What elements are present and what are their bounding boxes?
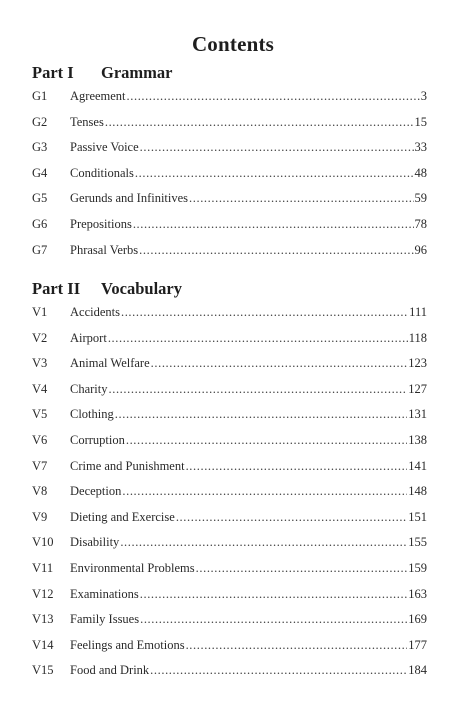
entry-code: V2 [32, 330, 48, 345]
dot-leader [133, 215, 414, 233]
dot-leader [105, 113, 414, 131]
entry-topic: Clothing [70, 407, 114, 422]
entry-topic: Environmental Problems [70, 560, 195, 575]
dot-leader [196, 559, 408, 577]
entry-topic: Airport [70, 330, 107, 345]
entry-code: G1 [32, 89, 48, 103]
dot-leader [186, 636, 408, 654]
entry-topic: Phrasal Verbs [70, 242, 139, 257]
entry-code: G4 [32, 165, 48, 180]
part-label: Part II [32, 279, 81, 298]
dot-leader [121, 303, 408, 321]
entry-page-number: 169 [408, 612, 427, 627]
entry-topic: Charity [70, 381, 108, 396]
entry-topic: Deception [70, 484, 122, 499]
toc-entry[interactable] [32, 329, 427, 355]
part-heading-vocabulary [32, 279, 182, 299]
dot-leader [150, 661, 407, 679]
entry-code: V3 [32, 356, 48, 371]
entry-topic: Family Issues [70, 612, 140, 627]
entry-code: G5 [32, 191, 48, 206]
toc-entry[interactable] [32, 87, 427, 113]
toc-entry[interactable] [32, 303, 427, 329]
dot-leader [120, 533, 407, 551]
entry-page-number: 123 [408, 356, 427, 371]
toc-entry[interactable] [32, 508, 427, 534]
toc-entry[interactable] [32, 482, 427, 508]
toc-entry[interactable] [32, 559, 427, 585]
toc-entry[interactable] [32, 431, 427, 457]
entry-topic: Crime and Punishment [70, 458, 185, 473]
entry-code: V11 [32, 560, 54, 575]
dot-leader [140, 585, 408, 603]
page-title: Contents [191, 32, 275, 56]
dot-leader [151, 354, 408, 372]
toc-entry[interactable] [32, 113, 427, 139]
entry-page-number: 15 [414, 114, 427, 129]
toc-entry[interactable] [32, 533, 427, 559]
entry-code: V10 [32, 535, 54, 550]
dot-leader [139, 241, 413, 259]
dot-leader [122, 482, 407, 500]
entry-page-number: 33 [414, 140, 427, 155]
entry-code: V7 [32, 458, 48, 473]
entry-page-number: 3 [420, 89, 427, 103]
entry-code: V8 [32, 484, 48, 499]
toc-entry[interactable] [32, 457, 427, 483]
part-heading-grammar [32, 63, 172, 83]
entry-code: G7 [32, 242, 48, 257]
toc-entry[interactable] [32, 164, 427, 190]
entry-page-number: 155 [408, 535, 427, 550]
toc-entry[interactable] [32, 636, 427, 662]
entry-page-number: 78 [414, 216, 427, 231]
entry-code: V14 [32, 637, 54, 652]
entry-page-number: 138 [408, 432, 427, 447]
dot-leader [189, 189, 413, 207]
dot-leader [115, 405, 407, 423]
entry-topic: Feelings and Emotions [70, 637, 185, 652]
part-label: Part I [32, 63, 74, 82]
entry-page-number: 141 [408, 458, 427, 473]
entry-code: V9 [32, 509, 48, 524]
entry-topic: Disability [70, 535, 120, 550]
entry-code: V15 [32, 663, 54, 678]
entry-code: G3 [32, 140, 48, 155]
entry-code: V13 [32, 612, 54, 627]
entry-page-number: 96 [414, 242, 427, 257]
toc-entry[interactable] [32, 138, 427, 164]
grammar-entry-list [32, 87, 427, 266]
entry-topic: Animal Welfare [70, 356, 150, 371]
entry-page-number: 111 [409, 305, 427, 319]
entry-topic: Conditionals [70, 165, 134, 180]
entry-topic: Accidents [70, 305, 120, 319]
entry-topic: Corruption [70, 432, 125, 447]
toc-entry[interactable] [32, 354, 427, 380]
toc-entry[interactable] [32, 215, 427, 241]
part-name: Grammar [101, 63, 173, 82]
entry-page-number: 48 [414, 165, 427, 180]
entry-topic: Food and Drink [70, 663, 150, 678]
entry-topic: Dieting and Exercise [70, 509, 175, 524]
entry-page-number: 127 [408, 381, 427, 396]
toc-entry[interactable] [32, 380, 427, 406]
entry-topic: Examinations [70, 586, 139, 601]
entry-topic: Tenses [70, 114, 104, 129]
entry-page-number: 151 [408, 509, 427, 524]
entry-page-number: 148 [408, 484, 427, 499]
entry-page-number: 118 [408, 330, 427, 345]
entry-page-number: 131 [408, 407, 427, 422]
toc-entry[interactable] [32, 241, 427, 267]
dot-leader [140, 138, 414, 156]
entry-code: G6 [32, 216, 48, 231]
entry-code: V6 [32, 432, 48, 447]
toc-entry[interactable] [32, 610, 427, 636]
dot-leader [135, 164, 414, 182]
dot-leader [127, 87, 420, 105]
dot-leader [108, 329, 408, 347]
dot-leader [109, 380, 408, 398]
dot-leader [176, 508, 407, 526]
entry-page-number: 177 [408, 637, 427, 652]
toc-entry[interactable] [32, 661, 427, 687]
entry-code: V12 [32, 586, 54, 601]
entry-code: V4 [32, 381, 48, 396]
entry-code: G2 [32, 114, 48, 129]
entry-topic: Passive Voice [70, 140, 139, 155]
dot-leader [186, 457, 408, 475]
toc-entry[interactable] [32, 189, 427, 215]
entry-code: V1 [32, 305, 48, 319]
dot-leader [126, 431, 407, 449]
toc-entry[interactable] [32, 585, 427, 611]
dot-leader [140, 610, 407, 628]
entry-page-number: 163 [408, 586, 427, 601]
vocabulary-entry-list [32, 303, 427, 687]
entry-code: V5 [32, 407, 48, 422]
toc-entry[interactable] [32, 405, 427, 431]
part-name: Vocabulary [101, 279, 182, 298]
entry-topic: Agreement [70, 89, 126, 103]
entry-topic: Prepositions [70, 216, 132, 231]
entry-page-number: 59 [414, 191, 427, 206]
entry-page-number: 159 [408, 560, 427, 575]
entry-topic: Gerunds and Infinitives [70, 191, 189, 206]
entry-page-number: 184 [408, 663, 427, 678]
